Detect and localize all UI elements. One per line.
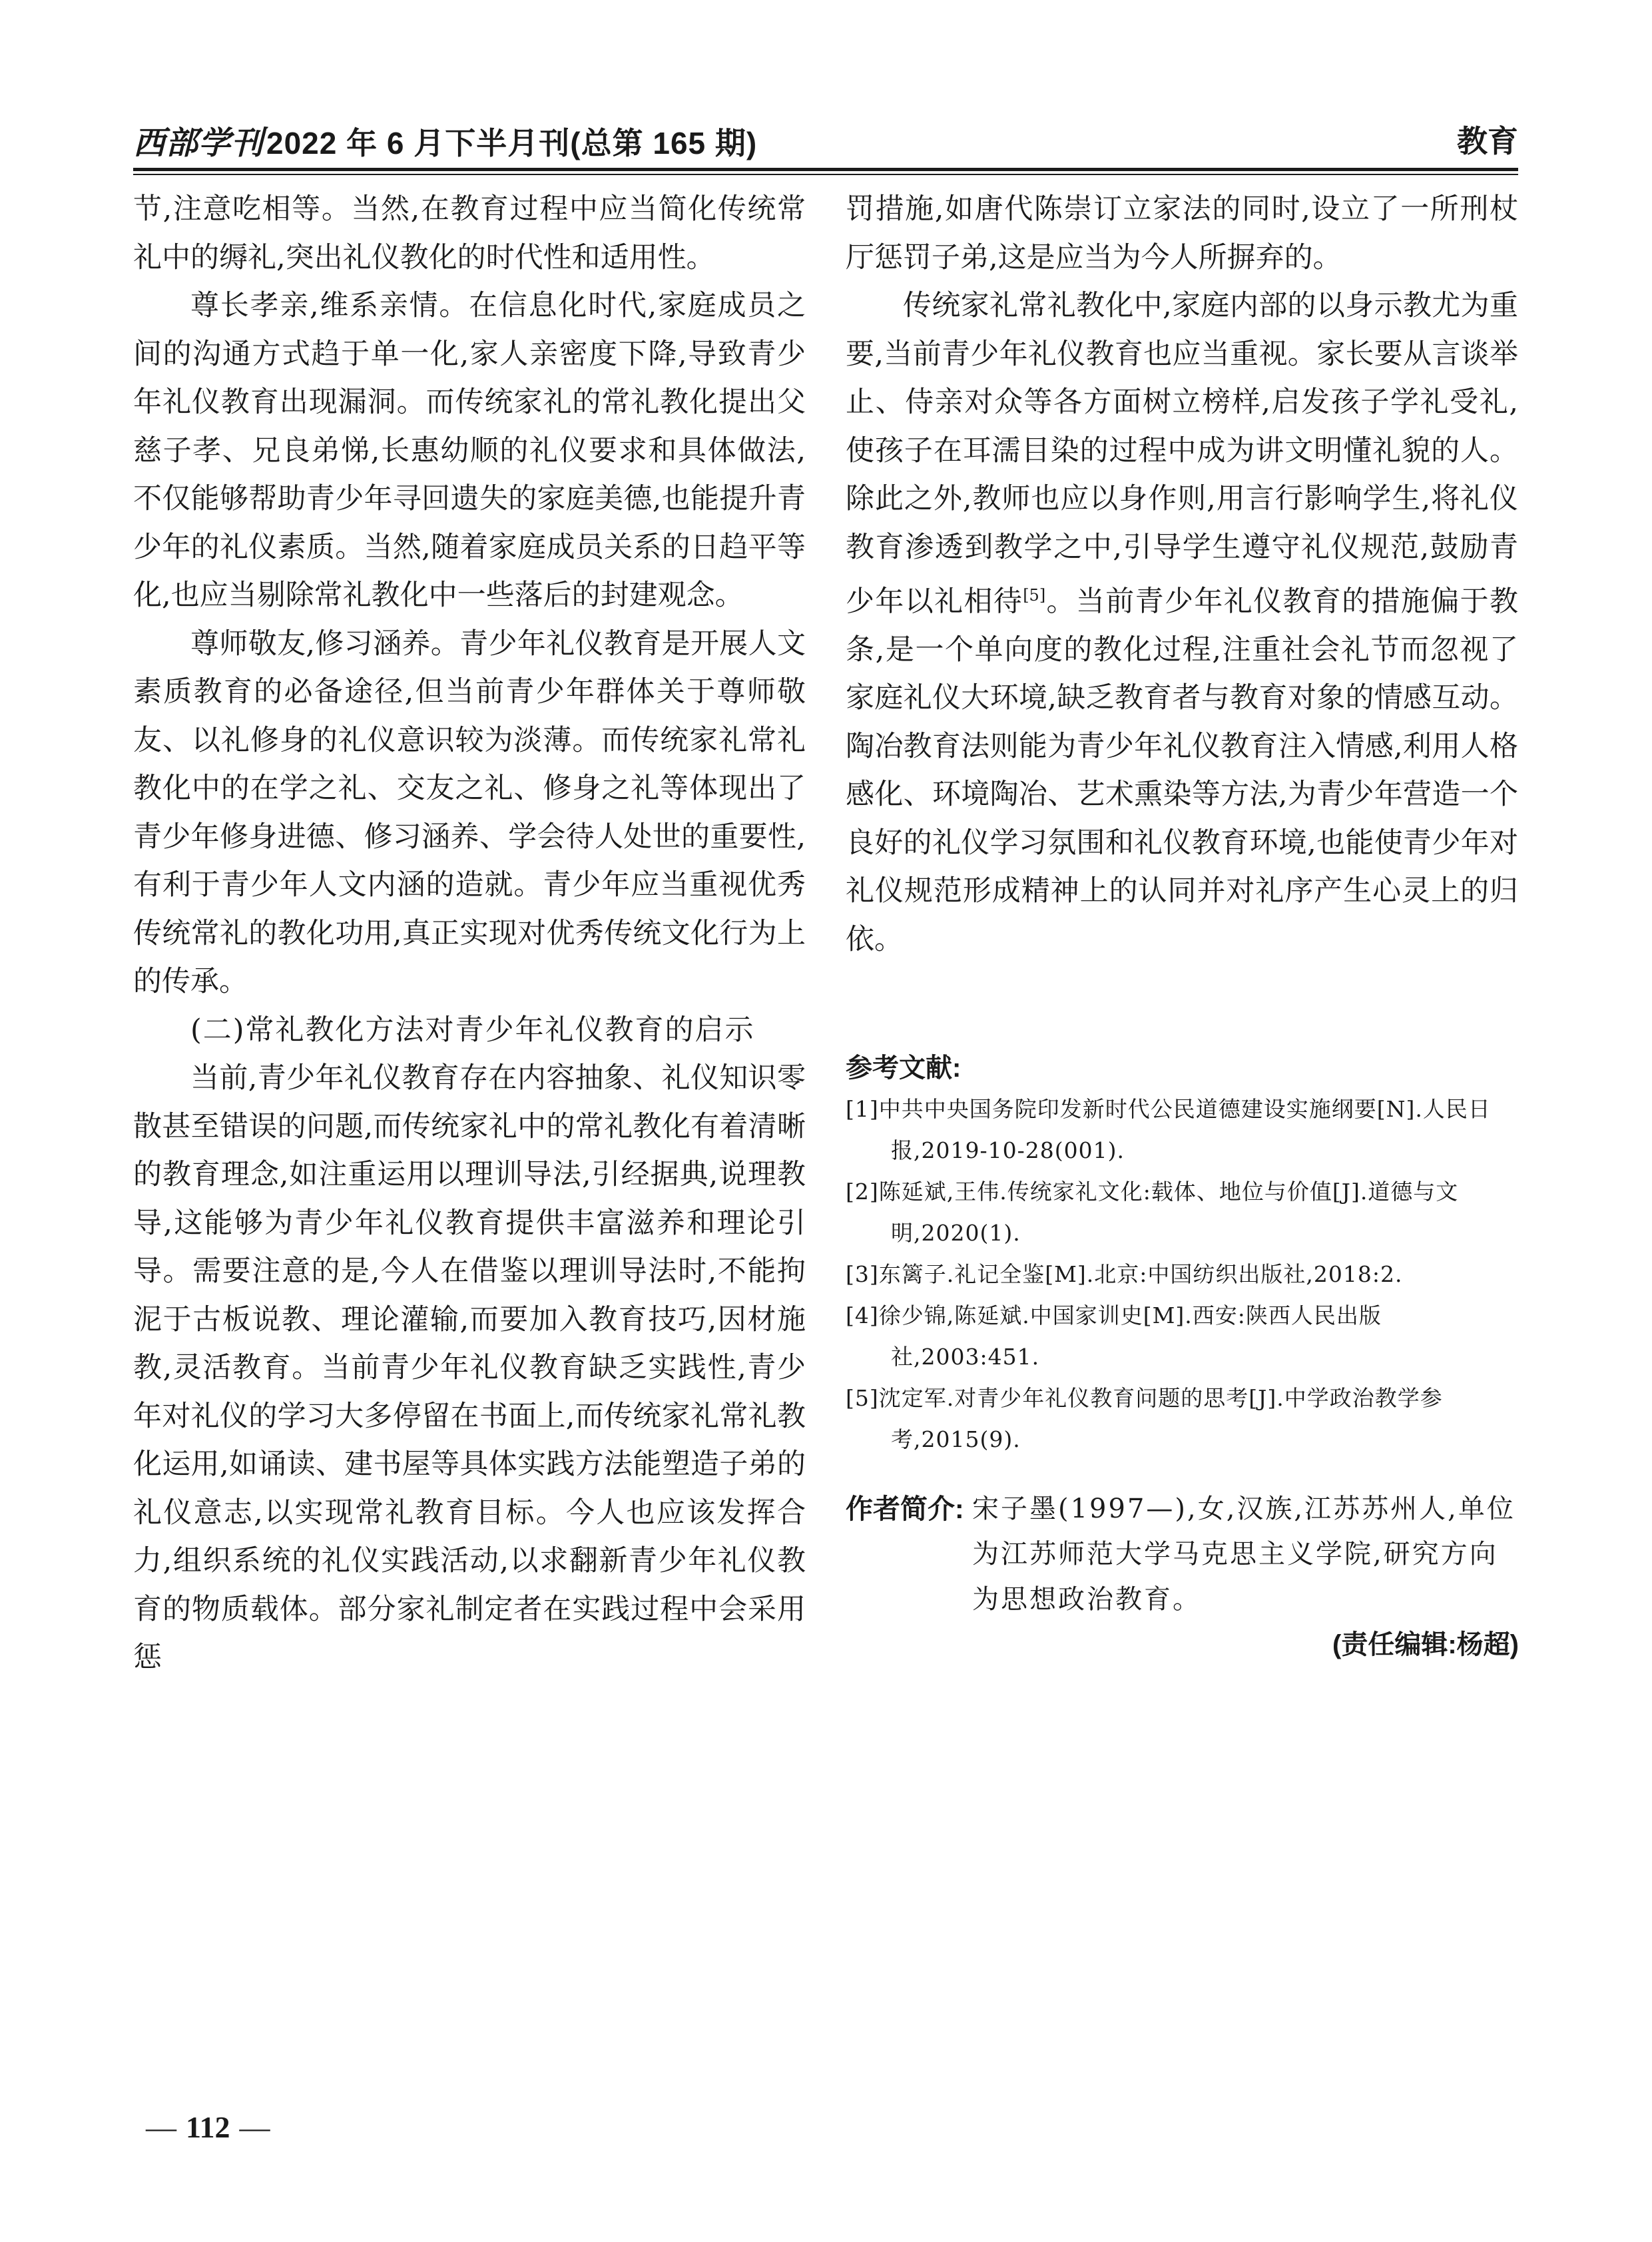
reference-item: [4]徐少锦,陈延斌.中国家训史[M].西安:陕西人民出版社,2003:451. [846, 1302, 1382, 1370]
section-subheading: (二)常礼教化方法对青少年礼仪教育的启示 [190, 1013, 755, 1047]
journal-logo: 西部学刊 [133, 125, 264, 162]
paragraph [846, 282, 1518, 964]
reference-item: [1]中共中央国务院印发新时代公民道德建设实施纲要[N].人民日报,2019-10-28(001). [846, 1096, 1491, 1163]
references-title: 参考文献: [846, 1053, 962, 1083]
paragraph-text: 。当前青少年礼仪教育的措施偏于教条,是一个单向度的教化过程,注重社会礼节而忽视了家庭礼仪大环境,缺乏教育者与教育对象的情感互动。陶冶教育法则能为青少年礼仪教育注入情感,利用人格感化、环境陶冶、艺术熏染等方法,为青少年营造一个良好的礼仪学习氛围和礼仪教育环境,也能使青少年对礼仪规范形成精神上的认同并对礼序产生心灵上的归依。 [846, 585, 1519, 956]
page-dash-right: — [239, 2110, 270, 2144]
reference-item: [2]陈延斌,王伟.传统家礼文化:载体、地位与价值[J].道德与文明,2020(1). [846, 1179, 1459, 1246]
left-column [133, 185, 806, 1682]
page-number-value: 112 [186, 2110, 230, 2144]
author-label: 作者简介: [846, 1494, 964, 1524]
citation-marker: [5] [1023, 586, 1046, 605]
page-number [137, 2109, 279, 2145]
header-rule-thick [133, 168, 1518, 171]
header-rule-thin [133, 174, 1518, 175]
author-bio [846, 1486, 1518, 1622]
paragraph-text: 传统家礼常礼教化中,家庭内部的以身示教尤为重要,当前青少年礼仪教育也应当重视。家长要从言谈举止、侍亲对众等各方面树立榜样,启发孩子学礼受礼,使孩子在耳濡目染的过程中成为讲文明懂礼貌的人。除此之外,教师也应以身作则,用言行影响学生,将礼仪教育渗透到教学之中,引导学生遵守礼仪规范,鼓励青少年以礼相待 [846, 289, 1518, 619]
paragraph: 罚措施,如唐代陈崇订立家法的同时,设立了一所刑杖厅惩罚子弟,这是应当为今人所摒弃的。 [846, 192, 1518, 274]
section-label: 教育 [1457, 124, 1518, 158]
paragraph: 尊师敬友,修习涵养。青少年礼仪教育是开展人文素质教育的必备途径,但当前青少年群体关于尊师敬友、以礼修身的礼仪意识较为淡薄。而传统家礼常礼教化中的在学之礼、交友之礼、修身之礼等体现出了青少年修身进德、修习涵养、学会待人处世的重要性,有利于青少年人文内涵的造就。青少年应当重视优秀传统常礼的教化功用,真正实现对优秀传统文化行为上的传承。 [133, 627, 806, 998]
running-header [133, 113, 1518, 166]
paragraph: 尊长孝亲,维系亲情。在信息化时代,家庭成员之间的沟通方式趋于单一化,家人亲密度下降,导致青少年礼仪教育出现漏洞。而传统家礼的常礼教化提出父慈子孝、兄良弟悌,长惠幼顺的礼仪要求和具体做法,不仅能够帮助青少年寻回遗失的家庭美德,也能提升青少年的礼仪素质。当然,随着家庭成员关系的日趋平等化,也应当剔除常礼教化中一些落后的封建观念。 [133, 289, 806, 612]
responsible-editor: (责任编辑:杨超) [1332, 1630, 1519, 1659]
page-dash-left: — [146, 2110, 176, 2144]
reference-item: [3]东篱子.礼记全鉴[M].北京:中国纺织出版社,2018:2. [846, 1261, 1403, 1287]
paragraph: 当前,青少年礼仪教育存在内容抽象、礼仪知识零散甚至错误的问题,而传统家礼中的常礼教化有着清晰的教育理念,如注重运用以理训导法,引经据典,说理教导,这能够为青少年礼仪教育提供丰富滋养和理论引导。需要注意的是,今人在借鉴以理训导法时,不能拘泥于古板说教、理论灌输,而要加入教育技巧,因材施教,灵活教育。当前青少年礼仪教育缺乏实践性,青少年对礼仪的学习大多停留在书面上,而传统家礼常礼教化运用,如诵读、建书屋等具体实践方法能塑造子弟的礼仪意志,以实现常礼教育目标。今人也应该发挥合力,组织系统的礼仪实践活动,以求翻新青少年礼仪教育的物质载体。部分家礼制定者在实践过程中会采用惩 [133, 1061, 806, 1674]
header-left [133, 117, 757, 163]
author-text: 宋子墨(1997—),女,汉族,江苏苏州人,单位为江苏师范大学马克思主义学院,研究方向为思想政治教育。 [972, 1494, 1515, 1615]
issue-info: 2022 年 6 月下半月刊(总第 165 期) [266, 126, 758, 160]
right-column [846, 185, 1518, 964]
paragraph: 节,注意吃相等。当然,在教育过程中应当简化传统常礼中的缛礼,突出礼仪教化的时代性和适用性。 [133, 192, 806, 274]
references-list [846, 1089, 1518, 1460]
reference-item: [5]沈定军.对青少年礼仪教育问题的思考[J].中学政治教学参考,2015(9). [846, 1385, 1443, 1452]
